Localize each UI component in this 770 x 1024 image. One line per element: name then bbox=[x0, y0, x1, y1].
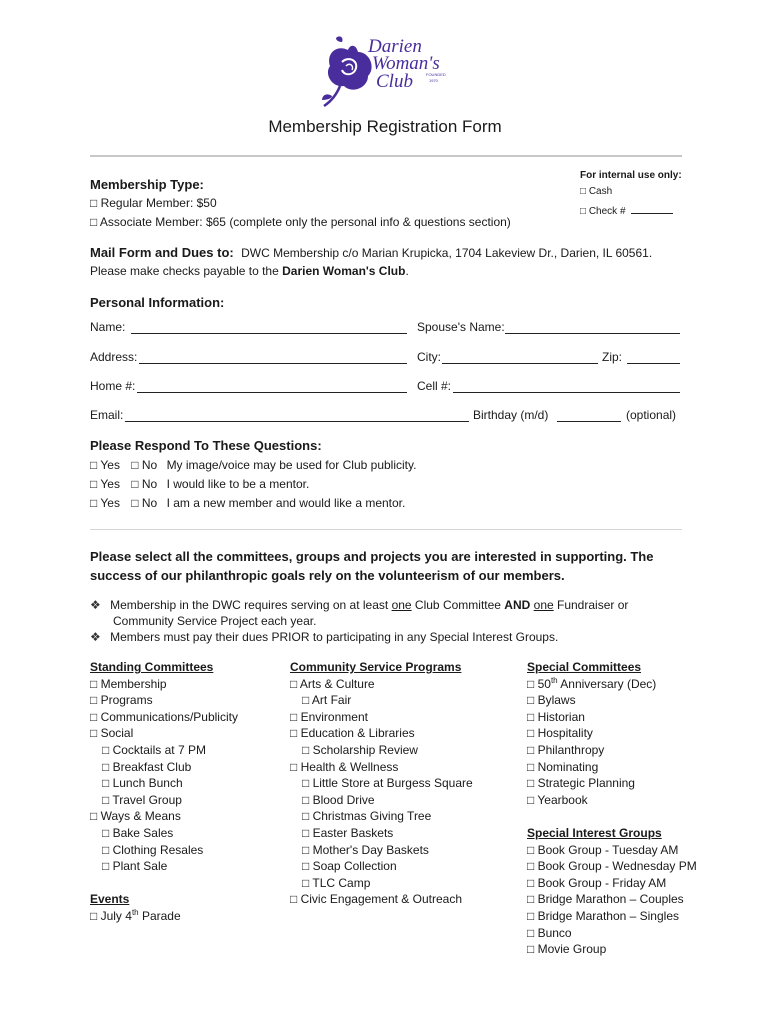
committee-suboption[interactable]: □ Cocktails at 7 PM bbox=[102, 742, 206, 757]
bullet2-text: Members must pay their dues PRIOR to participating in any Special Interest Groups. bbox=[110, 630, 559, 644]
interest-group-option[interactable]: □ Movie Group bbox=[527, 942, 607, 957]
section-divider bbox=[90, 529, 682, 530]
community-service-heading: Community Service Programs bbox=[290, 660, 462, 674]
committee-suboption[interactable]: □ Plant Sale bbox=[102, 859, 168, 874]
committee-suboption[interactable]: □ Bake Sales bbox=[102, 825, 174, 840]
question-text: I would like to be a mentor. bbox=[166, 477, 310, 491]
interest-group-option[interactable]: □ Book Group - Wednesday PM bbox=[527, 859, 697, 874]
checks-suffix: . bbox=[405, 264, 409, 278]
address-label: Address: bbox=[90, 350, 138, 364]
birthday-optional: (optional) bbox=[626, 408, 677, 422]
zip-label: Zip: bbox=[602, 350, 623, 364]
logo-line1: Darien bbox=[368, 36, 422, 57]
anniv-prefix: □ 50 bbox=[527, 676, 551, 691]
bullet1-one: one bbox=[391, 598, 412, 612]
name-field[interactable] bbox=[131, 321, 407, 334]
committee-option[interactable]: □ Yearbook bbox=[527, 792, 588, 807]
page-title: Membership Registration Form bbox=[268, 117, 502, 136]
no-checkbox[interactable]: □ No bbox=[131, 496, 158, 510]
committee-suboption[interactable]: □ Clothing Resales bbox=[102, 842, 204, 857]
cell-label: Cell #: bbox=[417, 379, 452, 393]
committee-option[interactable]: □ Hospitality bbox=[527, 726, 593, 741]
email-field[interactable] bbox=[125, 409, 469, 422]
checks-prefix: Please make checks payable to the bbox=[90, 264, 283, 278]
committee-suboption[interactable]: □ Blood Drive bbox=[302, 792, 375, 807]
committee-option[interactable]: □ Strategic Planning bbox=[527, 776, 635, 791]
home-phone-field[interactable] bbox=[137, 380, 407, 393]
special-committees-column bbox=[527, 659, 697, 958]
standing-committees-column bbox=[90, 659, 238, 925]
bullet1-text-d: Fundraiser or bbox=[553, 598, 629, 612]
spacer bbox=[90, 875, 238, 892]
events-heading: Events bbox=[90, 892, 130, 907]
committee-suboption[interactable]: □ Breakfast Club bbox=[102, 759, 192, 774]
special-committees-heading: Special Committees bbox=[527, 660, 642, 674]
internal-check-label: □ Check # bbox=[580, 206, 626, 217]
question-row bbox=[90, 458, 416, 472]
bullet-requirement bbox=[90, 597, 680, 629]
july-prefix: □ July 4 bbox=[90, 908, 132, 923]
logo-line2: Woman's bbox=[372, 53, 440, 74]
mail-form-line bbox=[90, 245, 652, 260]
interest-group-option[interactable]: □ Bridge Marathon – Couples bbox=[527, 892, 684, 907]
committees-intro: Please select all the committees, groups and projects you are interested in supporting. The success of our philanthropic goals rely on the volunteerism of our members. bbox=[90, 549, 654, 583]
email-label: Email: bbox=[90, 408, 124, 422]
interest-group-option[interactable]: □ Book Group - Tuesday AM bbox=[527, 842, 679, 857]
birthday-field[interactable] bbox=[557, 409, 621, 422]
committee-suboption[interactable]: □ Travel Group bbox=[102, 792, 182, 807]
committee-option[interactable]: □ Health & Wellness bbox=[290, 759, 399, 774]
address-field[interactable] bbox=[139, 351, 407, 364]
bullet1-one-second: one bbox=[533, 598, 554, 612]
committee-suboption[interactable]: □ Little Store at Burgess Square bbox=[302, 776, 473, 791]
logo-year: 1970 bbox=[429, 78, 438, 83]
committee-option[interactable]: □ Membership bbox=[90, 676, 167, 691]
interest-group-option[interactable]: □ Bunco bbox=[527, 925, 572, 940]
committee-option[interactable]: □ Philanthropy bbox=[527, 742, 605, 757]
bullet1-and: AND bbox=[504, 598, 531, 612]
anniversary-option[interactable] bbox=[527, 676, 697, 693]
regular-member-option[interactable]: □ Regular Member: $50 bbox=[90, 196, 217, 210]
checks-payee: Darien Woman's Club bbox=[282, 264, 406, 278]
committee-option[interactable]: □ Social bbox=[90, 726, 134, 741]
spacer bbox=[527, 808, 697, 825]
logo-founded: FOUNDED bbox=[426, 72, 446, 77]
committee-suboption[interactable]: □ Scholarship Review bbox=[302, 742, 418, 757]
committee-option[interactable]: □ Ways & Means bbox=[90, 809, 181, 824]
anniv-sup: th bbox=[550, 675, 558, 685]
committee-suboption[interactable]: □ Mother's Day Baskets bbox=[302, 842, 429, 857]
associate-member-option[interactable]: □ Associate Member: $65 (complete only the personal info & questions section) bbox=[90, 215, 511, 229]
logo-line3: Club bbox=[376, 71, 413, 92]
name-label: Name: bbox=[90, 320, 126, 334]
standing-committees-heading: Standing Committees bbox=[90, 660, 214, 674]
checks-payable-line bbox=[90, 264, 409, 278]
question-text: I am a new member and would like a mentor. bbox=[166, 496, 406, 510]
home-phone-label: Home #: bbox=[90, 379, 136, 393]
birthday-label: Birthday (m/d) bbox=[473, 408, 549, 422]
zip-field[interactable] bbox=[627, 351, 680, 364]
city-label: City: bbox=[417, 350, 441, 364]
bullet1-text-b: Club Committee bbox=[411, 598, 505, 612]
personal-info-heading: Personal Information: bbox=[90, 295, 225, 310]
committee-option[interactable]: □ Environment bbox=[290, 709, 368, 724]
committee-suboption[interactable]: □ Easter Baskets bbox=[302, 825, 394, 840]
questions-heading: Please Respond To These Questions: bbox=[90, 438, 322, 453]
july-suffix: Parade bbox=[138, 908, 181, 923]
mail-address: DWC Membership c/o Marian Krupicka, 1704 Lakeview Dr., Darien, IL 60561. bbox=[241, 246, 653, 260]
yes-checkbox[interactable]: □ Yes bbox=[90, 458, 120, 472]
community-service-column bbox=[290, 659, 473, 908]
special-interest-heading: Special Interest Groups bbox=[527, 825, 662, 840]
spouse-label: Spouse's Name: bbox=[417, 320, 505, 334]
question-text: My image/voice may be used for Club publicity. bbox=[166, 458, 417, 472]
cell-field[interactable] bbox=[453, 380, 680, 393]
july-parade-option[interactable] bbox=[90, 908, 238, 925]
title-divider bbox=[90, 155, 682, 157]
committee-suboption[interactable]: □ Soap Collection bbox=[302, 859, 397, 874]
internal-check-field[interactable] bbox=[580, 204, 673, 217]
bullet1-text-a: Membership in the DWC requires serving on at least bbox=[110, 598, 392, 612]
interest-group-option[interactable]: □ Bridge Marathon – Singles bbox=[527, 908, 679, 923]
check-number-line[interactable] bbox=[631, 204, 673, 214]
membership-type-heading: Membership Type: bbox=[90, 177, 204, 192]
committee-suboption[interactable]: □ Art Fair bbox=[302, 693, 352, 708]
yes-checkbox[interactable]: □ Yes bbox=[90, 477, 120, 491]
committee-option[interactable]: □ Education & Libraries bbox=[290, 726, 415, 741]
yes-checkbox[interactable]: □ Yes bbox=[90, 496, 120, 510]
committee-option[interactable]: □ Nominating bbox=[527, 759, 599, 774]
committee-suboption[interactable]: □ Christmas Giving Tree bbox=[302, 809, 432, 824]
mail-label: Mail Form and Dues to: bbox=[90, 245, 234, 260]
committee-option[interactable]: □ Communications/Publicity bbox=[90, 709, 238, 724]
bullet-dues bbox=[90, 630, 558, 644]
city-field[interactable] bbox=[442, 351, 598, 364]
committee-option[interactable]: □ Programs bbox=[90, 693, 153, 708]
club-logo bbox=[318, 30, 458, 110]
diamond-bullet-icon: ❖ bbox=[90, 598, 101, 612]
no-checkbox[interactable]: □ No bbox=[131, 458, 158, 472]
internal-use-heading: For internal use only: bbox=[580, 170, 682, 181]
internal-cash-checkbox[interactable]: □ Cash bbox=[580, 186, 613, 197]
bullet1-text-e: Community Service Project each year. bbox=[113, 614, 317, 628]
no-checkbox[interactable]: □ No bbox=[131, 477, 158, 491]
anniv-suffix: Anniversary (Dec) bbox=[557, 676, 657, 691]
spouse-field[interactable] bbox=[505, 321, 680, 334]
committee-option[interactable]: □ Historian bbox=[527, 709, 585, 724]
question-row bbox=[90, 496, 405, 510]
question-row bbox=[90, 477, 309, 491]
committee-option[interactable]: □ Arts & Culture bbox=[290, 676, 375, 691]
committee-suboption[interactable]: □ TLC Camp bbox=[302, 875, 371, 890]
committee-suboption[interactable]: □ Lunch Bunch bbox=[102, 776, 183, 791]
committee-option[interactable]: □ Bylaws bbox=[527, 693, 576, 708]
july-sup: th bbox=[131, 907, 139, 917]
interest-group-option[interactable]: □ Book Group - Friday AM bbox=[527, 875, 667, 890]
committee-option[interactable]: □ Civic Engagement & Outreach bbox=[290, 892, 462, 907]
diamond-bullet-icon: ❖ bbox=[90, 630, 101, 644]
